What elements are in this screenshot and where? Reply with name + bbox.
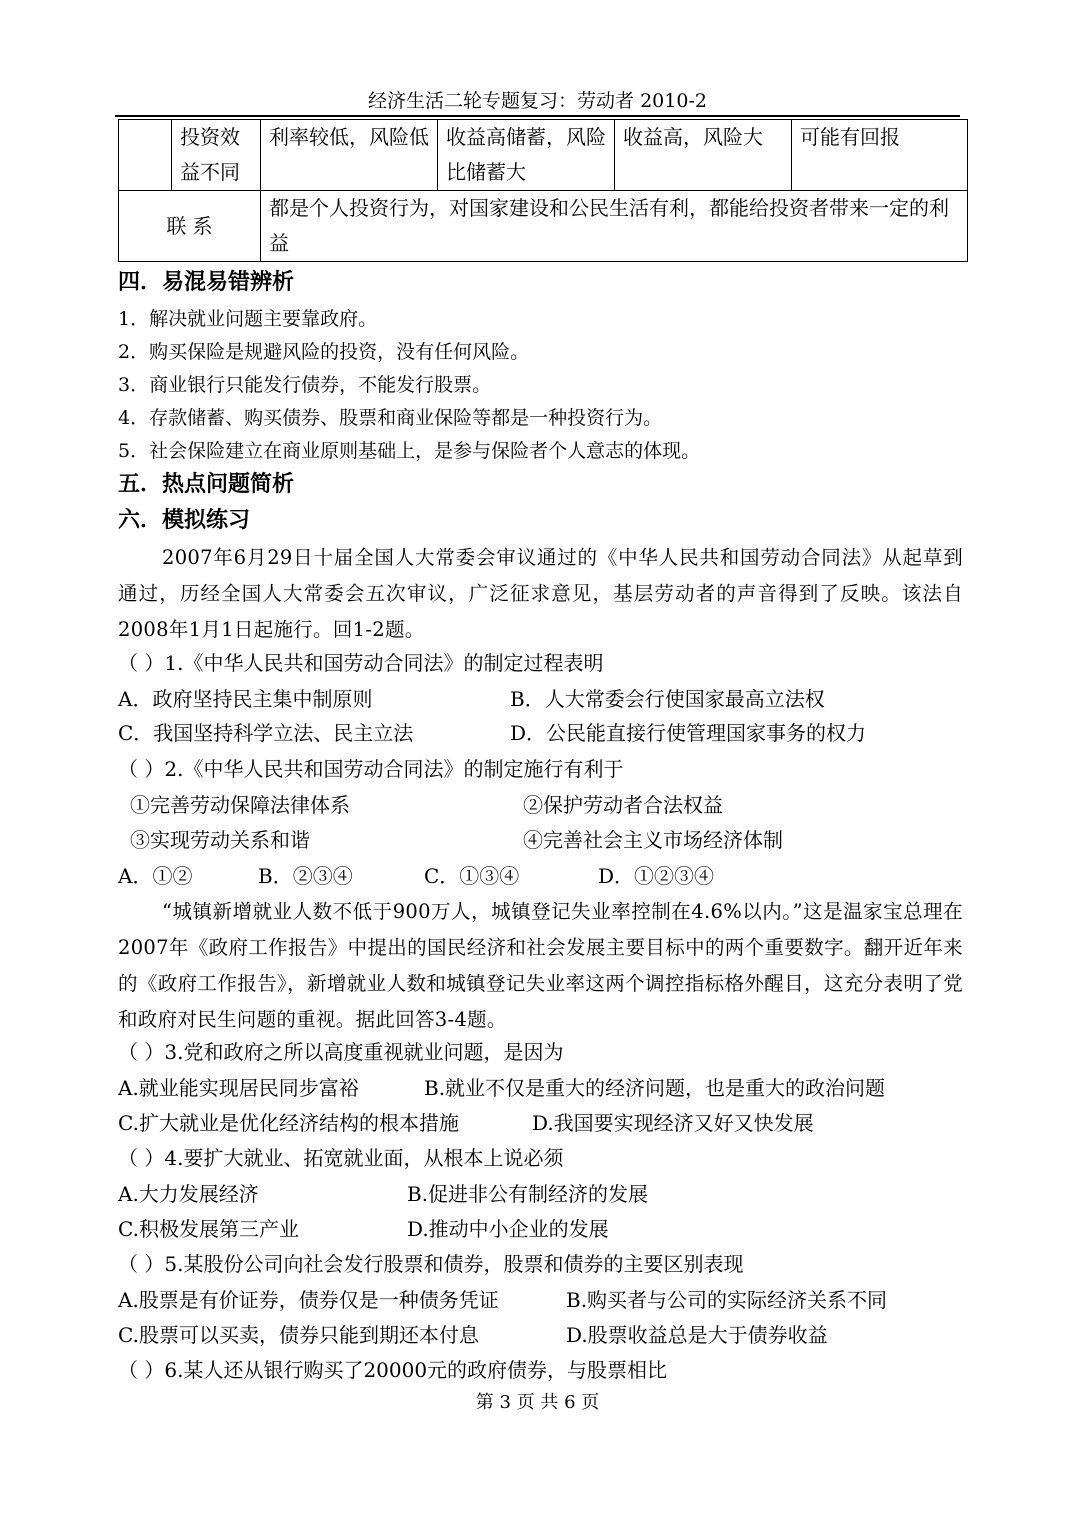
investment-comparison-table <box>118 119 968 262</box>
list-item: 3．商业银行只能发行债券，不能发行股票。 <box>118 374 492 396</box>
option-d: D.股票收益总是大于债券收益 <box>566 1323 828 1347</box>
table-cell: 都是个人投资行为，对国家建设和公民生活有利，都能给投资者带来一定的利益 <box>261 191 968 262</box>
statement-1: ①完善劳动保障法律体系 <box>130 793 350 817</box>
option-c: C.扩大就业是优化经济结构的根本措施 <box>118 1111 459 1135</box>
page-footer: 第 3 页 共 6 页 <box>475 1392 600 1413</box>
page-header: 经济生活二轮专题复习：劳动者 2010-2 <box>368 90 707 112</box>
option-d: D.我国要实现经济又好又快发展 <box>532 1111 814 1135</box>
question-stem: （ ）4.要扩大就业、拓宽就业面，从根本上说必须 <box>118 1146 564 1170</box>
table-cell: 可能有回报 <box>792 120 968 191</box>
section-heading: 四．易混易错辨析 <box>118 270 295 295</box>
table-cell: 收益高储蓄，风险比储蓄大 <box>438 120 615 191</box>
list-item: 2．购买保险是规避风险的投资，没有任何风险。 <box>118 341 530 363</box>
option-a: A.大力发展经济 <box>118 1182 259 1206</box>
table-cell: 利率较低，风险低 <box>261 120 438 191</box>
option-c: C．我国坚持科学立法、民主立法 <box>118 721 414 745</box>
option-d: D．公民能直接行使管理国家事务的权力 <box>510 721 867 745</box>
table-cell-empty <box>119 120 172 191</box>
question-stem: （ ）5.某股份公司向社会发行股票和债券，股票和债券的主要区别表现 <box>118 1252 744 1276</box>
option-b: B.购买者与公司的实际经济关系不同 <box>566 1288 888 1312</box>
section-heading: 五．热点问题简析 <box>118 472 295 497</box>
option-b: B.就业不仅是重大的经济问题，也是重大的政治问题 <box>424 1076 886 1100</box>
option-a: A．政府坚持民主集中制原则 <box>118 687 373 711</box>
option-a: A.股票是有价证券，债券仅是一种债务凭证 <box>118 1288 499 1312</box>
list-item: 4．存款储蓄、购买债券、股票和商业保险等都是一种投资行为。 <box>118 407 663 429</box>
question-stem: （ ）2.《中华人民共和国劳动合同法》的制定施行有利于 <box>118 757 624 781</box>
passage: 2007年6月29日十届全国人大常委会审议通过的《中华人民共和国劳动合同法》从起草到通过，历经全国人大常委会五次审议，广泛征求意见，基层劳动者的声音得到了反映。该法自2008年1月1日起施行。回1-2题。 <box>118 546 963 641</box>
list-item: 5．社会保险建立在商业原则基础上，是参与保险者个人意志的体现。 <box>118 440 701 462</box>
list-item: 1．解决就业问题主要靠政府。 <box>118 308 378 330</box>
option-b: B．②③④ <box>258 864 353 888</box>
option-b: B．人大常委会行使国家最高立法权 <box>510 687 825 711</box>
option-c: C.股票可以买卖，债券只能到期还本付息 <box>118 1323 479 1347</box>
option-b: B.促进非公有制经济的发展 <box>407 1182 649 1206</box>
question-stem: （ ）1.《中华人民共和国劳动合同法》的制定过程表明 <box>118 651 604 675</box>
table-row <box>119 120 968 191</box>
table-cell-label: 投资效益不同 <box>172 120 261 191</box>
option-a: A.就业能实现居民同步富裕 <box>118 1076 359 1100</box>
option-c: C.积极发展第三产业 <box>118 1217 299 1241</box>
table-cell: 收益高，风险大 <box>615 120 792 191</box>
passage: “城镇新增就业人数不低于900万人，城镇登记失业率控制在4.6%以内。”这是温家宝总理在2007年《政府工作报告》中提出的国民经济和社会发展主要目标中的两个重要数字。翻开近年来的《政府工作报告》，新增就业人数和城镇登记失业率这两个调控指标格外醒目，这充分表明了党和政府对民生问题的重视。据此回答3-4题。 <box>118 900 963 1031</box>
question-stem: （ ）6.某人还从银行购买了20000元的政府债券，与股票相比 <box>118 1358 668 1382</box>
question-stem: （ ）3.党和政府之所以高度重视就业问题，是因为 <box>118 1040 564 1064</box>
section-heading: 六．模拟练习 <box>118 508 251 533</box>
option-d: D．①②③④ <box>598 864 715 888</box>
statement-2: ②保护劳动者合法权益 <box>523 793 723 817</box>
table-row <box>119 191 968 262</box>
option-c: C．①③④ <box>424 864 520 888</box>
statement-3: ③实现劳动关系和谐 <box>130 828 310 852</box>
option-a: A．①② <box>118 864 193 888</box>
statement-4: ④完善社会主义市场经济体制 <box>523 828 783 852</box>
header-rule <box>115 115 960 117</box>
option-d: D.推动中小企业的发展 <box>407 1217 609 1241</box>
table-cell-label: 联 系 <box>119 191 261 262</box>
